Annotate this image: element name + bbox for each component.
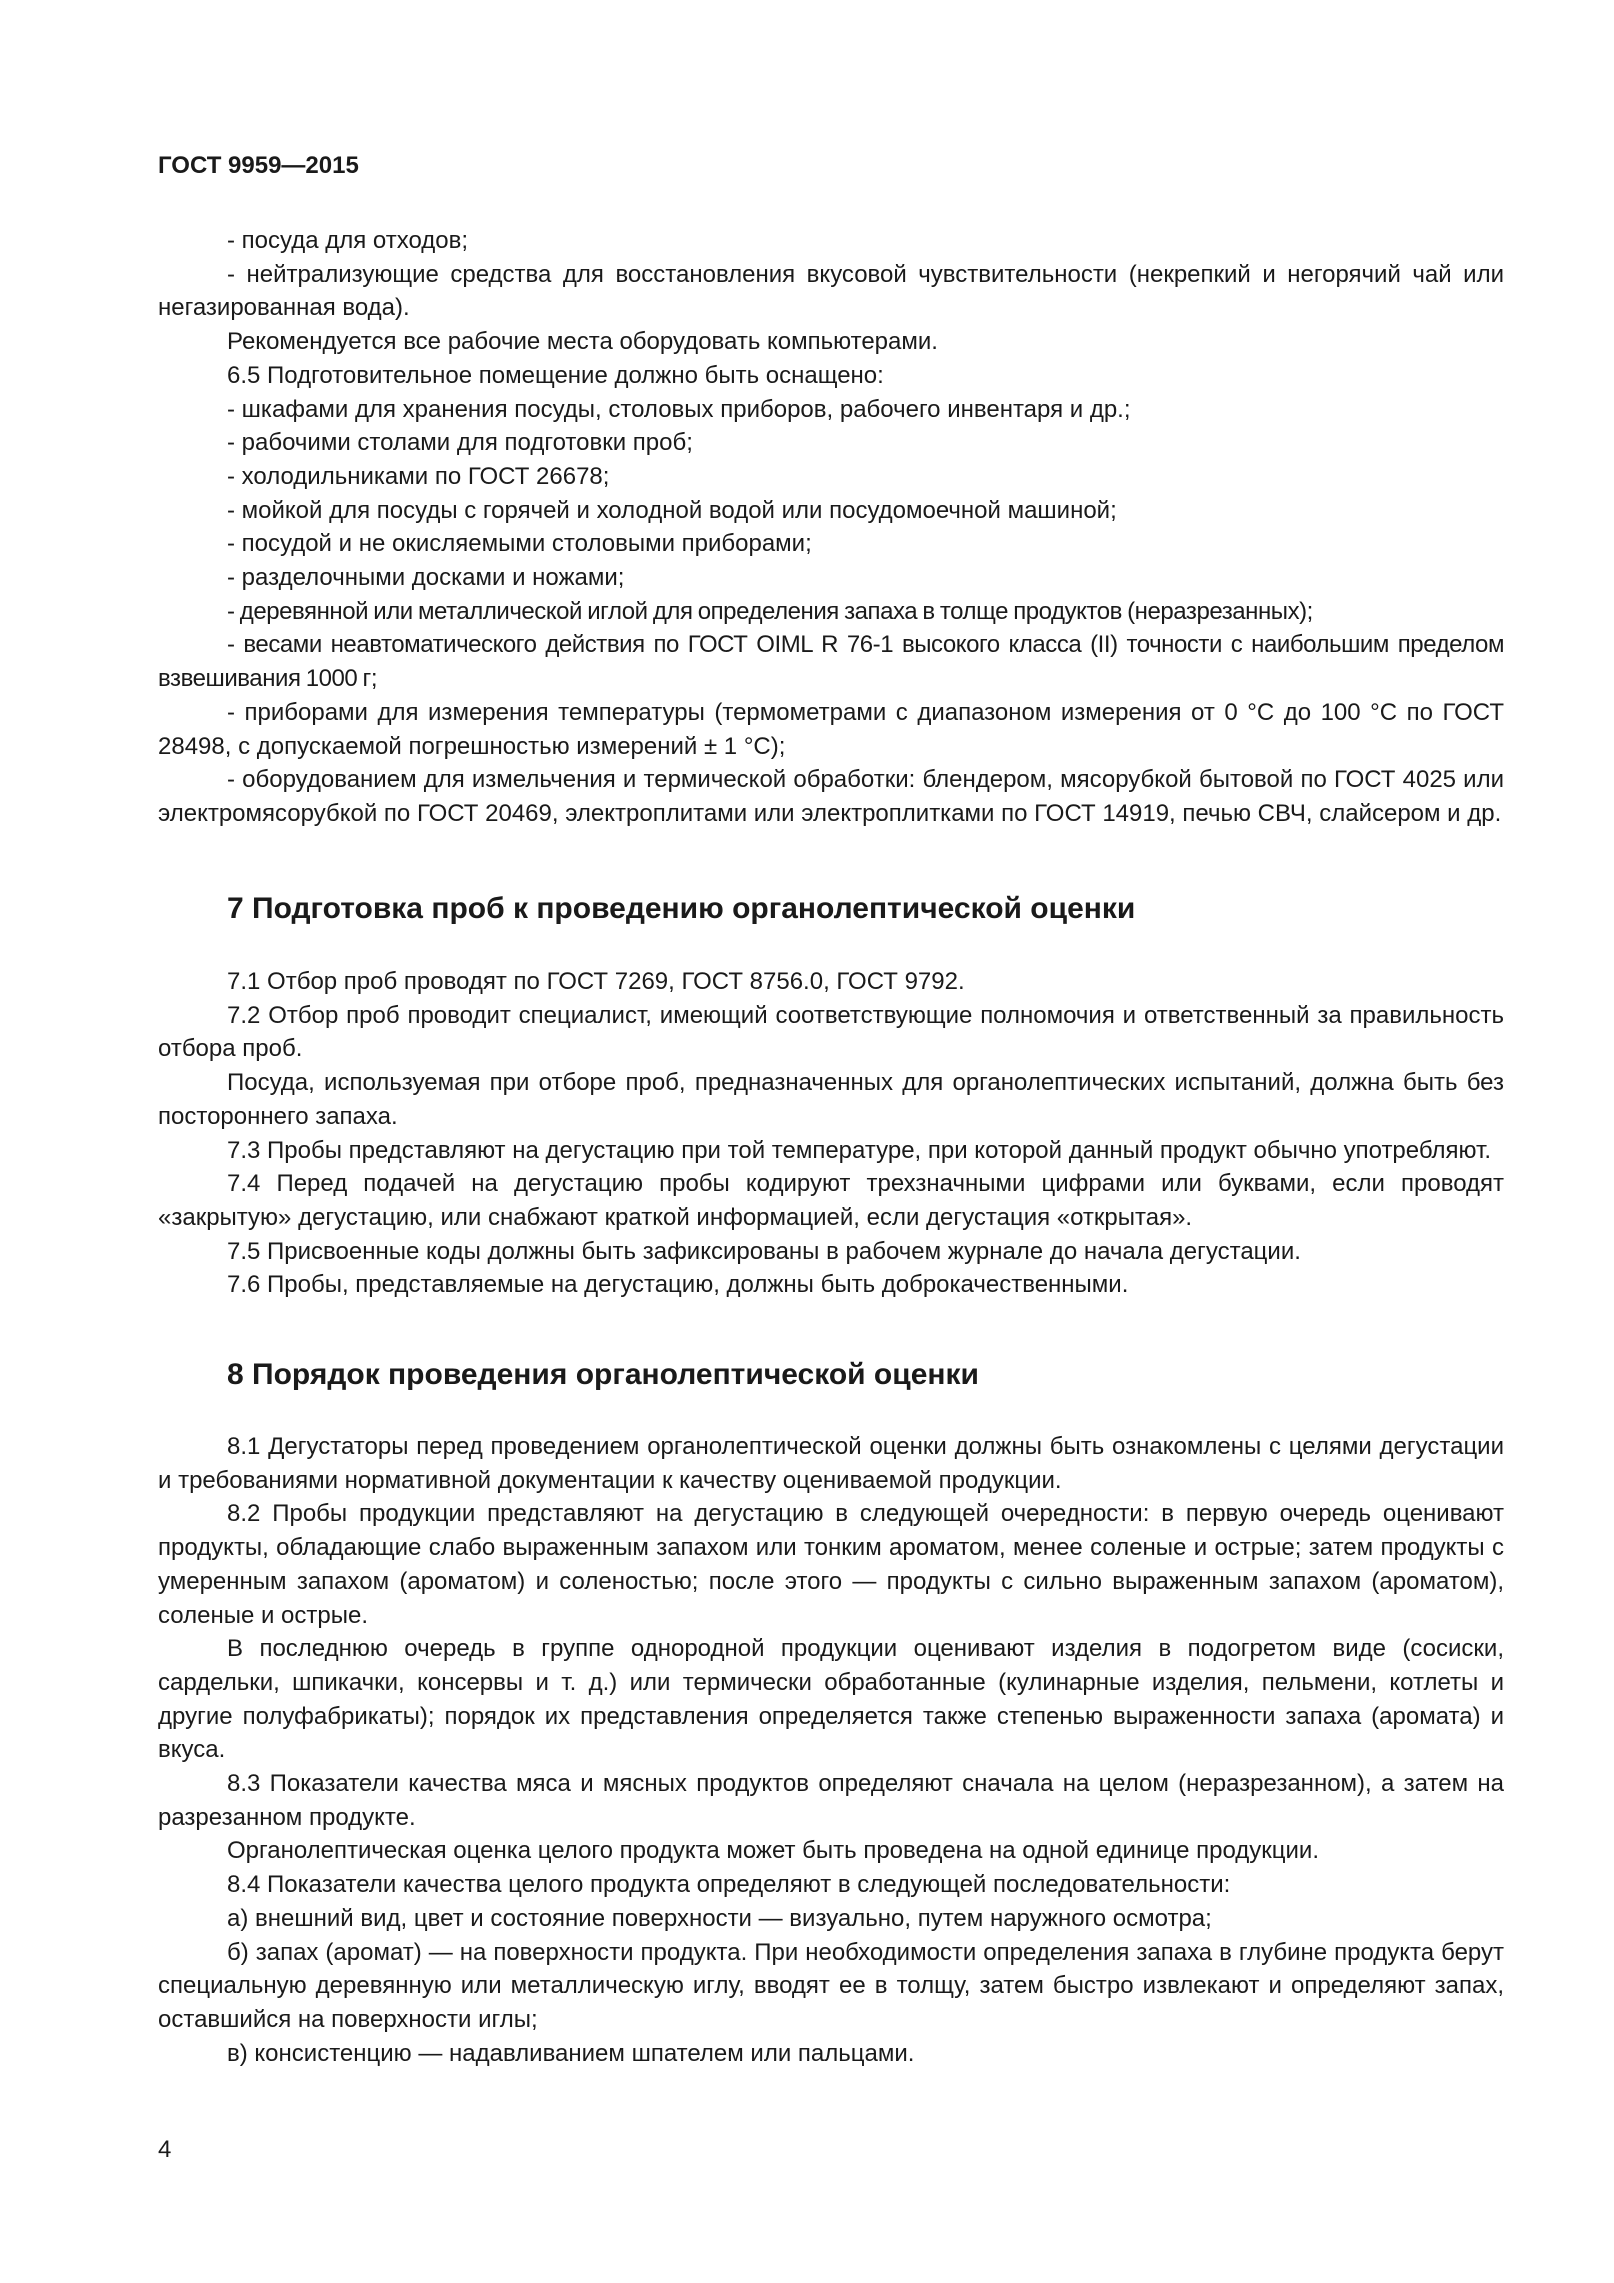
section-8-heading: 8 Порядок проведения органолептической оценки [227, 1358, 979, 1391]
section-7-body [158, 965, 1504, 1302]
paragraph: 8.4 Показатели качества целого продукта определяют в следующей последовательности: [227, 1871, 1231, 1899]
paragraph: 7.3 Пробы представляют на дегустацию при той температуре, при которой данный продукт обычно употребляют. [227, 1136, 1491, 1164]
paragraph: 8.1 Дегустаторы перед проведением органолептической оценки должны быть ознакомлены с целями дегустации и требованиями нормативной документации к качеству оцениваемой продукции. [158, 1433, 1504, 1494]
paragraph: а) внешний вид, цвет и состояние поверхности — визуально, путем наружного осмотра; [227, 1904, 1212, 1932]
paragraph: Рекомендуется все рабочие места оборудовать компьютерами. [227, 328, 938, 356]
paragraph: 8.2 Пробы продукции представляют на дегустацию в следующей очередности: в первую очередь оценивают продукты, обладающие слабо выраженным запахом или тонким ароматом, менее соленые и острые; затем продукты с умеренным запахом (ароматом) и соленостью; после этого — продукты с сильно выраженным запахом (ароматом), соленые и острые. [158, 1500, 1504, 1629]
paragraph: 7.6 Пробы, представляемые на дегустацию, должны быть доброкачественными. [227, 1271, 1129, 1299]
section-7-heading: 7 Подготовка проб к проведению органолептической оценки [227, 892, 1136, 925]
paragraph: - приборами для измерения температуры (термометрами с диапазоном измерения от 0 °С до 100 °С по ГОСТ 28498, с допускаемой погрешностью измерений ± 1 °С); [158, 698, 1504, 760]
paragraph: - оборудованием для измельчения и термической обработки: блендером, мясорубкой бытовой по ГОСТ 4025 или электромясорубкой по ГОСТ 20469, электроплитами или электроплитками по ГОСТ 14919, печью СВЧ, слайсером и др. [158, 766, 1504, 827]
paragraph: Органолептическая оценка целого продукта может быть проведена на одной единице продукции. [227, 1837, 1319, 1865]
paragraph: 7.5 Присвоенные коды должны быть зафиксированы в рабочем журнале до начала дегустации. [227, 1237, 1301, 1265]
equipment-list-block [158, 224, 1504, 831]
paragraph: В последнюю очередь в группе однородной продукции оценивают изделия в подогретом виде (сосиски, сардельки, шпикачки, консервы и т. д.) или термически обработанные (кулинарные изделия, пельмени, котлеты и другие полуфабрикаты); порядок их представления определяется также степенью выраженности запаха (аромата) и вкуса. [158, 1635, 1504, 1764]
document-page [158, 0, 1504, 2283]
paragraph: - деревянной или металлической иглой для определения запаха в толще продуктов (неразрезанных); [227, 597, 1313, 625]
paragraph: 8.3 Показатели качества мяса и мясных продуктов определяют сначала на целом (неразрезанном), а затем на разрезанном продукте. [158, 1770, 1504, 1831]
paragraph: 7.2 Отбор проб проводит специалист, имеющий соответствующие полномочия и ответственный за правильность отбора проб. [158, 1001, 1504, 1063]
paragraph: - холодильниками по ГОСТ 26678; [227, 462, 610, 490]
paragraph: - мойкой для посуды с горячей и холодной водой или посудомоечной машиной; [227, 496, 1117, 524]
page-number: 4 [158, 2136, 172, 2163]
document-id-header: ГОСТ 9959—2015 [158, 152, 359, 179]
paragraph: - посудой и не окисляемыми столовыми приборами; [227, 530, 812, 558]
paragraph: - нейтрализующие средства для восстановления вкусовой чувствительности (некрепкий и негорячий чай или негазированная вода). [158, 260, 1504, 322]
paragraph: 6.5 Подготовительное помещение должно быть оснащено: [227, 361, 884, 389]
paragraph: Посуда, используемая при отборе проб, предназначенных для органолептических испытаний, должна быть без постороннего запаха. [158, 1069, 1504, 1130]
paragraph: - весами неавтоматического действия по ГОСТ OIML R 76-1 высокого класса (II) точности с наибольшим пределом взвешивания 1000 г; [158, 631, 1504, 693]
paragraph: - шкафами для хранения посуды, столовых приборов, рабочего инвентаря и др.; [227, 395, 1131, 423]
section-8-body [158, 1430, 1504, 2070]
paragraph: 7.1 Отбор проб проводят по ГОСТ 7269, ГОСТ 8756.0, ГОСТ 9792. [227, 968, 965, 995]
paragraph: - посуда для отходов; [227, 227, 469, 254]
paragraph: 7.4 Перед подачей на дегустацию пробы кодируют трехзначными цифрами или буквами, если проводят «закрытую» дегустацию, или снабжают краткой информацией, если дегустация «открытая». [158, 1170, 1504, 1231]
paragraph: в) консистенцию — надавливанием шпателем или пальцами. [227, 2039, 915, 2067]
paragraph: - разделочными досками и ножами; [227, 564, 625, 592]
paragraph: б) запах (аромат) — на поверхности продукта. При необходимости определения запаха в глубине продукта берут специальную деревянную или металлическую иглу, вводят ее в толщу, затем быстро извлекают и определяют запах, оставшийся на поверхности иглы; [158, 1938, 1504, 2033]
paragraph: - рабочими столами для подготовки проб; [227, 429, 693, 457]
